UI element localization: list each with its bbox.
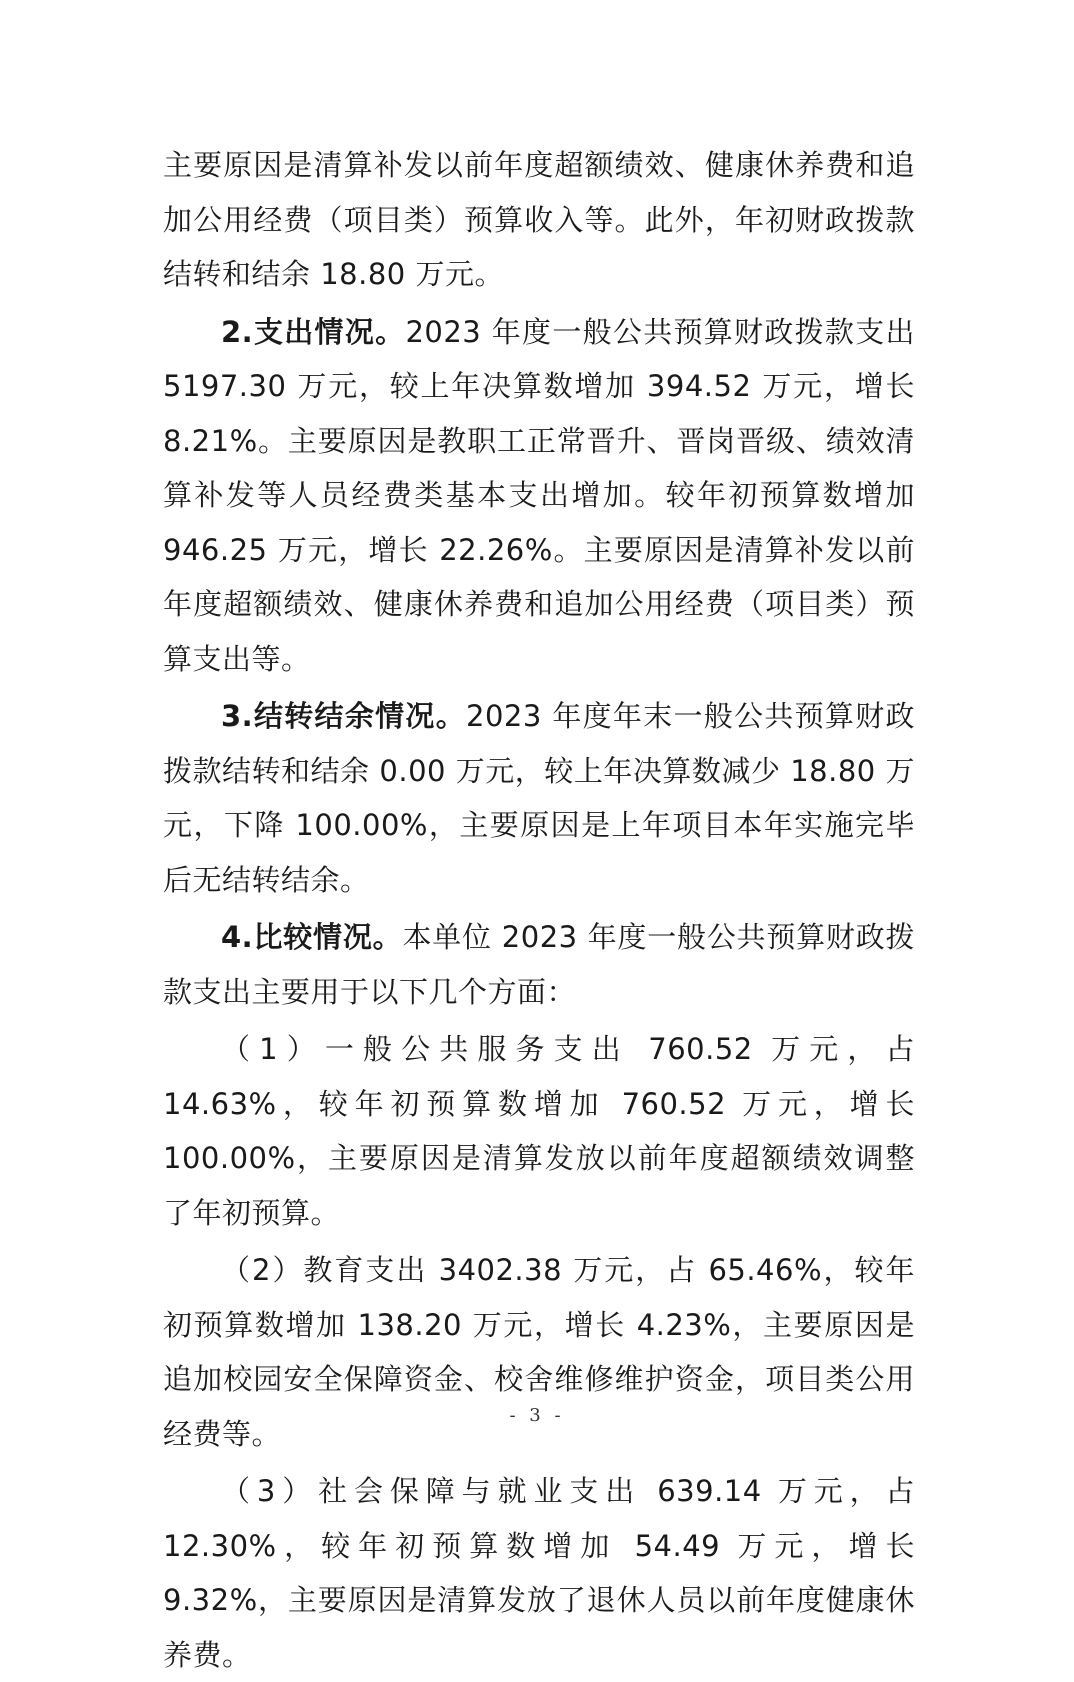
paragraph-text: （3）社会保障与就业支出 639.14 万元，占 12.30%，较年初预算数增加 54.49 万元，增长 9.32%，主要原因是清算发放了退休人员以前年度健康休养费。 [163, 1474, 915, 1672]
list-item-education [163, 1243, 915, 1461]
paragraph-carryover [163, 689, 915, 907]
paragraph-text: 2023 年度年末一般公共预算财政拨款结转和结余 0.00 万元，较上年决算数减少 18.80 万元，下降 100.00%，主要原因是上年项目本年实施完毕后无结转结余。 [163, 699, 915, 897]
paragraph-income-continuation [163, 138, 915, 302]
section-heading-expenditure: 2.支出情况。 [221, 314, 406, 349]
paragraph-text: 主要原因是清算补发以前年度超额绩效、健康休养费和追加公用经费（项目类）预算收入等。此外，年初财政拨款结转和结余 18.80 万元。 [163, 148, 915, 291]
paragraph-text: 本单位 2023 年度一般公共预算财政拨款支出主要用于以下几个方面： [163, 920, 915, 1009]
paragraph-text: 2023 年度一般公共预算财政拨款支出 5197.30 万元，较上年决算数增加 394.52 万元，增长 8.21%。主要原因是教职工正常晋升、晋岗晋级、绩效清算补发等人员经费类基本支出增加。较年初预算数增加 946.25 万元，增长 22.26%。主要原因是清算补发以前年度超额绩效、健康休养费和追加公用经费（项目类）预算支出等。 [163, 314, 915, 676]
paragraph-text: （2）教育支出 3402.38 万元，占 65.46%，较年初预算数增加 138.20 万元，增长 4.23%，主要原因是追加校园安全保障资金、校舍维修维护资金，项目类公用经费等。 [163, 1253, 915, 1451]
paragraph-text: （1）一般公共服务支出 760.52 万元，占 14.63%，较年初预算数增加 760.52 万元，增长 100.00%，主要原因是清算发放以前年度超额绩效调整了年初预算。 [163, 1032, 915, 1230]
list-item-general-public-services [163, 1022, 915, 1240]
paragraph-expenditure [163, 305, 915, 687]
section-heading-carryover: 3.结转结余情况。 [221, 699, 467, 733]
section-heading-comparison: 4.比较情况。 [221, 920, 403, 954]
body-text [163, 138, 915, 1682]
paragraph-comparison [163, 910, 915, 1019]
list-item-social-security [163, 1464, 915, 1682]
page-number: - 3 - [509, 1405, 565, 1426]
